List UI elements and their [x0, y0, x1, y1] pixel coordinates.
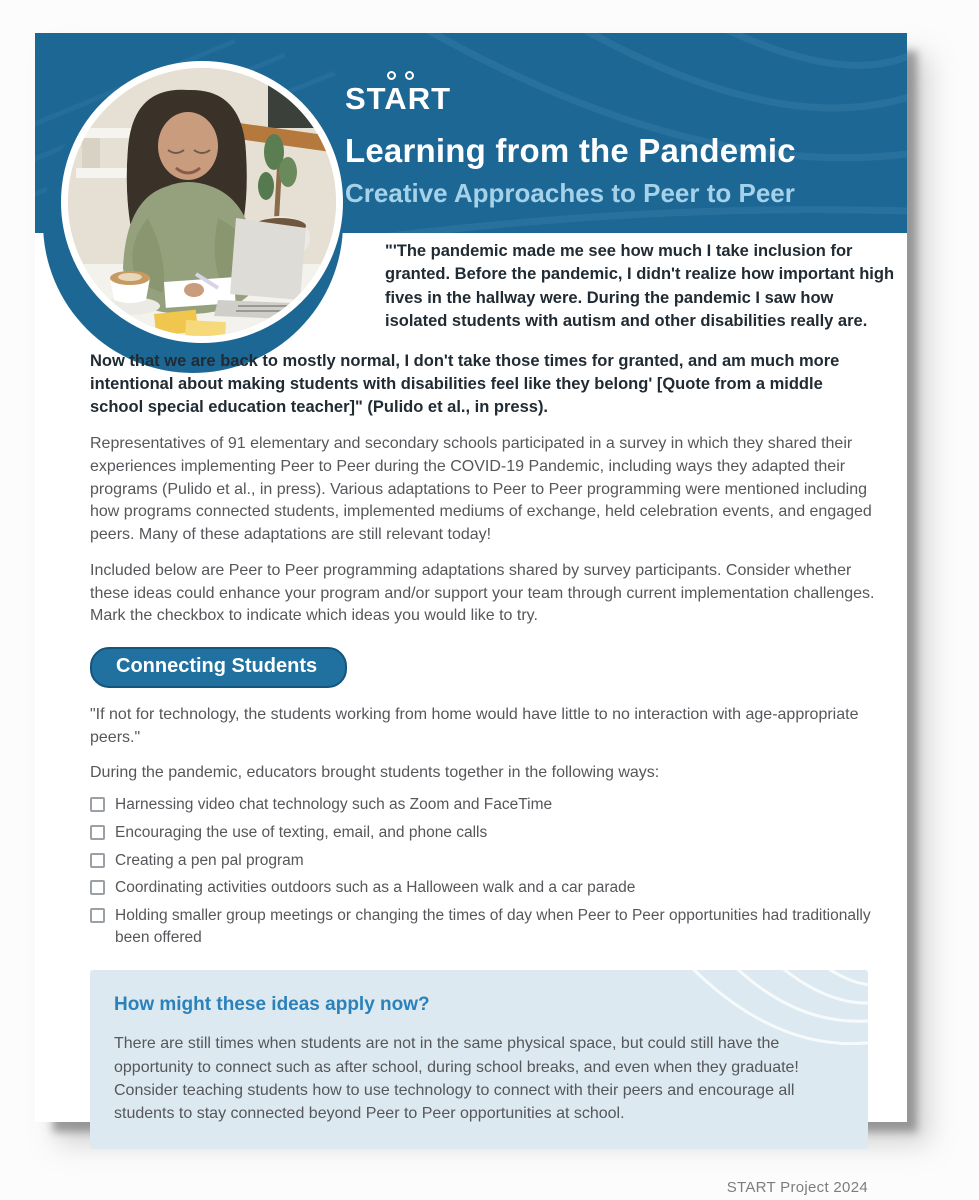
page-subtitle: Creative Approaches to Peer to Peer	[345, 178, 795, 208]
footer-credit: START Project 2024	[726, 1179, 868, 1197]
checkbox[interactable]	[90, 908, 105, 923]
callout-wave-pattern	[668, 970, 868, 1080]
logo-text: START	[345, 81, 452, 116]
callout-heading: How might these ideas apply now?	[114, 994, 430, 1016]
callout-body: There are still times when students are not in the same physical space, but could still have the opportunity to connect such as after school, during school breaks, and even when they graduate! Consider teaching students how to use technology to connect with their peers and encourage all students to stay connected beyond Peer to Peer opportunities at school.	[114, 1035, 799, 1122]
checklist-item	[90, 850, 890, 872]
section-quote: "If not for technology, the students working from home would have little to no interaction with age-appropriate peers."	[90, 706, 859, 746]
page-content	[35, 33, 907, 1196]
checklist-item	[90, 794, 890, 816]
callout-box	[90, 970, 868, 1149]
intro-paragraph-1: Representatives of 91 elementary and secondary schools participated in a survey in which they shared their experiences implementing Peer to Peer during the COVID-19 Pandemic, including ways they adapted their programs (Pulido et al., in press). Various adaptations to Peer to Peer programming were mentioned including how programs connected students, implemented mediums of exchange, held celebration events, and engaged peers. Many of these adaptations are still relevant today!	[90, 435, 872, 544]
checklist-item-label: Creating a pen pal program	[115, 851, 304, 869]
checklist-item	[90, 822, 890, 844]
teacher-quote-part2: Now that we are back to mostly normal, I don't take those times for granted, and am much more intentional about making students with disabilities feel like they belong' [Quote from a middle school special education teacher]" (Pulido et al., in press).	[90, 352, 840, 417]
idea-checklist	[90, 794, 890, 948]
document-page	[35, 33, 907, 1197]
checkbox[interactable]	[90, 797, 105, 812]
checkbox[interactable]	[90, 853, 105, 868]
checklist-item-label: Harnessing video chat technology such as Zoom and FaceTime	[115, 796, 553, 814]
checklist-item-label: Coordinating activities outdoors such as a Halloween walk and a car parade	[115, 879, 636, 897]
checklist-item	[90, 877, 890, 899]
page-title: Learning from the Pandemic	[345, 132, 796, 169]
checkbox[interactable]	[90, 880, 105, 895]
section-badge-connecting-students: Connecting Students	[90, 647, 347, 688]
checklist-intro: During the pandemic, educators brought students together in the following ways:	[90, 764, 660, 782]
teacher-quote-part1: "'The pandemic made me see how much I take inclusion for granted. Before the pandemic, I didn't realize how important high fives in the hallway were. During the pandemic I saw how isolated students with autism and other disabilities really are.	[385, 242, 895, 331]
checklist-item	[90, 905, 890, 948]
intro-paragraph-2: Included below are Peer to Peer programming adaptations shared by survey participants. Consider whether these ideas could enhance your program and/or support your team through current implementation challenges. Mark the checkbox to indicate which ideas you would like to try.	[90, 561, 875, 625]
checklist-item-label: Encouraging the use of texting, email, and phone calls	[115, 823, 488, 841]
checkbox[interactable]	[90, 825, 105, 840]
checklist-item-label: Holding smaller group meetings or changing the times of day when Peer to Peer opportunities had traditionally been offered	[115, 906, 871, 946]
